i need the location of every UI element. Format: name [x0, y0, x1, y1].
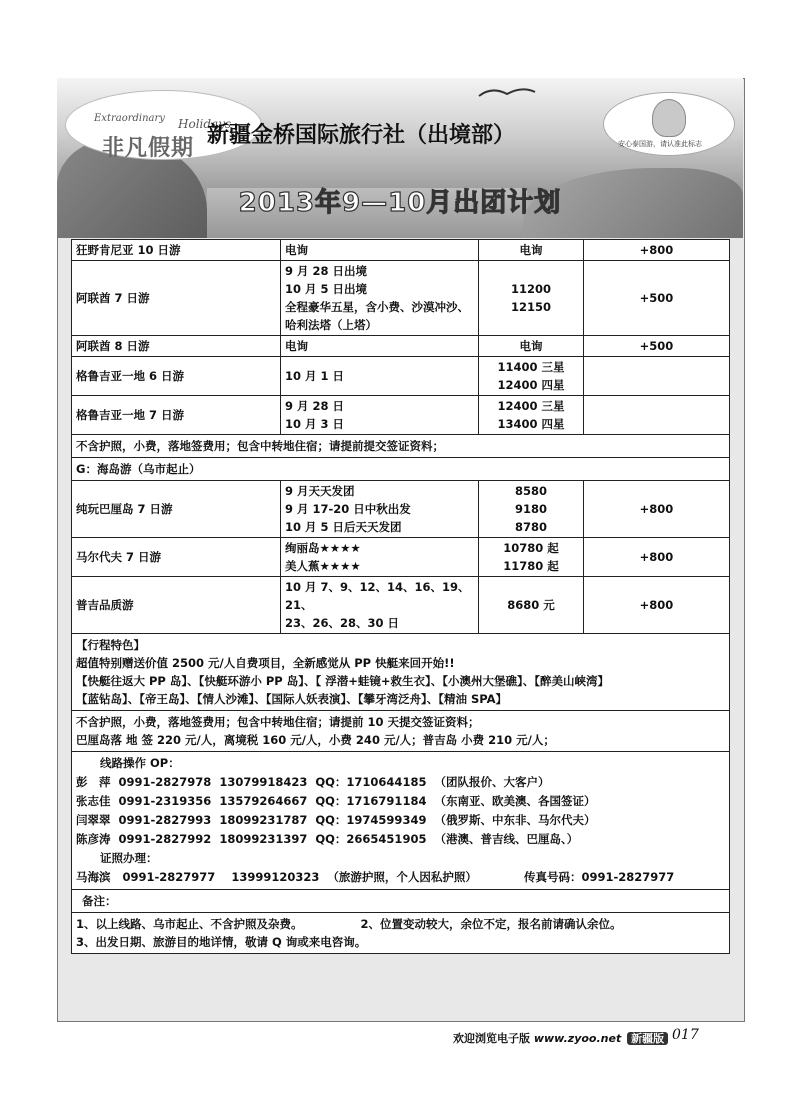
tour-price: 12400 四星: [497, 378, 565, 392]
contact-mobile: 13999120323: [231, 870, 320, 884]
contact-name: 马海滨: [76, 870, 111, 884]
tour-date: 10 月 7、9、12、14、16、19、21、: [285, 580, 470, 612]
contact-mobile: 13079918423: [219, 775, 308, 789]
tour-name: 格鲁吉亚一地 7 日游: [72, 396, 281, 435]
contact-role: （俄罗斯、中东非、马尔代夫）: [434, 813, 596, 827]
contacts-block: [72, 752, 730, 890]
tour-price: 12400 三星: [497, 399, 565, 413]
tour-prices: [479, 396, 584, 435]
contact-phone: 0991-2827993: [118, 813, 212, 827]
features-line: 【快艇往返大 PP 岛】、【快艇环游小 PP 岛】、【 浮潜+蛙镜+救生衣】、【小澳州大堡礁】、【醉美山峡湾】: [76, 674, 609, 688]
contact-name: 闫翠翠: [76, 813, 111, 827]
contact-name: 张志佳: [76, 794, 111, 808]
tour-price: 8680 元: [507, 598, 555, 612]
contact-qq: QQ：1716791184: [315, 794, 427, 808]
tour-date: 美人蕉★★★★: [285, 559, 361, 573]
remark-1: 1、以上线路、乌市起止、不含护照及杂费。: [76, 917, 303, 931]
contact-role: （东南亚、欧美澳、各国签证）: [434, 794, 596, 808]
tour-name: 阿联酋 8 日游: [72, 336, 281, 357]
tour-price: 11400 三星: [497, 360, 565, 374]
tour-date: 哈利法塔（上塔）: [285, 318, 377, 332]
op-contact: [76, 792, 725, 811]
contact-name: 彭 萍: [76, 775, 111, 789]
tour-price: 12150: [510, 300, 551, 314]
tour-date: 电询: [285, 243, 308, 257]
contact-mobile: 13579264667: [219, 794, 308, 808]
tour-prices: [479, 357, 584, 396]
tour-extra: [584, 357, 730, 396]
remark-line: [76, 915, 725, 933]
tour-extra: +800: [584, 577, 730, 634]
tour-row: [72, 336, 730, 357]
footer-url[interactable]: www.zyoo.net: [533, 1032, 622, 1045]
contact-role: （团队报价、大客户）: [434, 775, 550, 789]
remark-2: 2、位置变动较大，余位不定，报名前请确认余位。: [360, 917, 622, 931]
header-banner: [57, 78, 743, 238]
tour-prices: [479, 336, 584, 357]
features-title: 【行程特色】: [76, 638, 145, 652]
tour-prices: [479, 240, 584, 261]
tour-dates: [281, 481, 479, 538]
tour-prices: [479, 481, 584, 538]
tour-row: [72, 357, 730, 396]
tour-name: 格鲁吉亚一地 6 日游: [72, 357, 281, 396]
tour-dates: [281, 396, 479, 435]
tour-dates: [281, 577, 479, 634]
tour-date: 9 月 28 日出境: [285, 264, 368, 278]
contact-phone: 0991-2827978: [118, 775, 212, 789]
fees-block: [72, 711, 730, 752]
note-visa: 不含护照，小费，落地签费用；包含中转地住宿；请提前提交签证资料；: [72, 435, 730, 458]
tour-dates: [281, 538, 479, 577]
agency-name: 新疆金桥国际旅行社（出境部）: [207, 123, 516, 148]
remarks-block: [72, 913, 730, 954]
tour-row: [72, 481, 730, 538]
cert-title: 证照办理：: [100, 851, 158, 865]
op-contact: [76, 773, 725, 792]
tour-date: 9 月天天发团: [285, 484, 355, 498]
tour-row: [72, 261, 730, 336]
tour-row: [72, 240, 730, 261]
tour-name: 狂野肯尼亚 10 日游: [72, 240, 281, 261]
footer-text: 欢迎浏览电子版: [453, 1032, 530, 1045]
contact-name: 陈彦涛: [76, 832, 111, 846]
logo-holidays: Holidays: [178, 117, 232, 131]
contact-mobile: 18099231787: [219, 813, 308, 827]
contact-qq: QQ：1974599349: [315, 813, 427, 827]
contact-phone: 0991-2827977: [122, 870, 216, 884]
tour-row: [72, 538, 730, 577]
tour-name: 纯玩巴厘岛 7 日游: [72, 481, 281, 538]
contact-mobile: 18099231397: [219, 832, 308, 846]
edition-badge: 新疆版: [627, 1032, 668, 1045]
features-block: [72, 634, 730, 711]
tour-extra: +800: [584, 240, 730, 261]
tour-date: 9 月 28 日: [285, 399, 345, 413]
contact-phone: 0991-2827992: [118, 832, 212, 846]
tour-date: 9 月 17-20 日中秋出发: [285, 502, 411, 516]
tour-date: 全程豪华五星，含小费、沙漠冲沙、: [285, 300, 469, 314]
tour-name: 马尔代夫 7 日游: [72, 538, 281, 577]
tour-dates: [281, 261, 479, 336]
seal-caption: 安心泰国游，请认准此标志: [618, 140, 702, 148]
tour-prices: [479, 577, 584, 634]
tour-name: 普吉品质游: [72, 577, 281, 634]
tour-row: [72, 396, 730, 435]
certification-seal: [603, 92, 735, 156]
contact-phone: 0991-2319356: [118, 794, 212, 808]
section-island-title: G：海岛游（乌市起止）: [72, 458, 730, 481]
tour-price: 10780 起: [503, 541, 559, 555]
tour-extra: [584, 396, 730, 435]
tour-price: 9180: [514, 502, 547, 516]
cert-contact: [76, 868, 725, 887]
seal-emblem-icon: [652, 99, 686, 137]
tour-date: 10 月 3 日: [285, 417, 345, 431]
remarks-title: 备注：: [72, 890, 730, 913]
tour-extra: +500: [584, 261, 730, 336]
plan-title: 2013年9—10月出团计划: [238, 188, 562, 218]
page-number: 017: [672, 1027, 699, 1043]
page-footer: [453, 1030, 668, 1046]
tour-dates: [281, 357, 479, 396]
fees-line: 巴厘岛落 地 签 220 元/人，离境税 160 元/人，小费 240 元/人；普吉岛 小费 210 元/人；: [76, 733, 555, 747]
tour-table: [71, 239, 730, 954]
logo-tagline: Extraordinary: [94, 113, 165, 124]
tour-price: 8580: [514, 484, 547, 498]
tour-price: 11780 起: [503, 559, 559, 573]
tour-prices: [479, 538, 584, 577]
seagull-icon: [477, 86, 537, 100]
logo-name: 非凡假期: [102, 136, 195, 161]
tour-prices: [479, 261, 584, 336]
tour-extra: +800: [584, 538, 730, 577]
contact-role: （旅游护照，个人因私护照）: [327, 870, 477, 884]
tour-price: 11200: [510, 282, 551, 296]
tour-date: 10 月 5 日后天天发团: [285, 520, 402, 534]
tour-date: 10 月 5 日出境: [285, 282, 368, 296]
op-contact: [76, 830, 725, 849]
contact-role: （港澳、普吉线、巴厘岛、）: [434, 832, 579, 846]
fax-number: 传真号码：0991-2827977: [524, 870, 675, 884]
tour-price: 电询: [519, 339, 543, 353]
op-title: 线路操作 OP：: [100, 756, 180, 770]
tour-dates: [281, 240, 479, 261]
features-line: 【蓝钻岛】、【帝王岛】、【情人沙滩】、【国际人妖表演】、【攀牙湾泛舟】、【精油 SPA】: [76, 692, 508, 706]
tour-date: 绚丽岛★★★★: [285, 541, 361, 555]
remark-3: 3、出发日期、旅游目的地详情，敬请 Q 询或来电咨询。: [76, 935, 367, 949]
tour-date: 电询: [285, 339, 308, 353]
tour-name: 阿联酋 7 日游: [72, 261, 281, 336]
tour-date: 23、26、28、30 日: [285, 616, 400, 630]
tour-extra: +500: [584, 336, 730, 357]
features-line: 超值特别赠送价值 2500 元/人自费项目，全新感觉从 PP 快艇来回开始!!: [76, 656, 455, 670]
tour-price: 13400 四星: [497, 417, 565, 431]
tour-row: [72, 577, 730, 634]
contact-qq: QQ：1710644185: [315, 775, 427, 789]
tour-date: 10 月 1 日: [285, 369, 345, 383]
contact-qq: QQ：2665451905: [315, 832, 427, 846]
fees-line: 不含护照，小费，落地签费用；包含中转地住宿；请提前 10 天提交签证资料；: [76, 715, 480, 729]
tour-dates: [281, 336, 479, 357]
tour-price: 8780: [514, 520, 547, 534]
tour-extra: +800: [584, 481, 730, 538]
tour-price: 电询: [519, 243, 543, 257]
op-contact: [76, 811, 725, 830]
schedule-sheet: [71, 239, 729, 954]
